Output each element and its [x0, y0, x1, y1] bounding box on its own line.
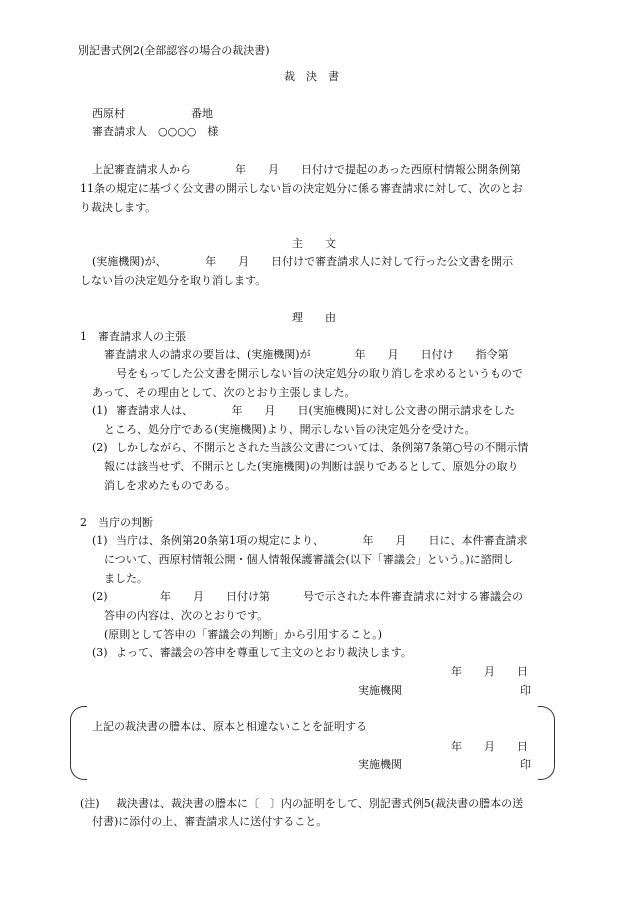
- section-2-item-2-number: (2): [92, 590, 108, 603]
- signature-date: 年 月 日: [451, 665, 528, 678]
- addressee-name: 審査請求人 ○○○○ 様: [92, 125, 219, 138]
- signature-agency: 実施機関: [358, 684, 402, 697]
- document-title: 裁 決 書: [284, 70, 339, 83]
- section-1-heading: 1 審査請求人の主張: [80, 330, 186, 343]
- note-label: (注): [80, 797, 100, 810]
- section-2-item-1-line-3: ました。: [104, 572, 148, 585]
- section-1-item-1-line-1: 審査請求人は、 年 月 日(実施機関)に対し公文書の開示請求をした: [116, 404, 516, 417]
- section-1-item-1-number: (1): [92, 404, 108, 417]
- section-1-item-2-line-2: 報には該当せず、不開示とした(実施機関)の判断は誤りであるとして、原処分の取り: [104, 460, 519, 473]
- certification-bracket-right: [538, 706, 555, 780]
- section-2-item-3-line-1: よって、審議会の答申を尊重して主文のとおり裁決します。: [116, 646, 412, 659]
- signature-seal: 印: [520, 684, 531, 697]
- addressee-address: 西原村 番地: [92, 107, 213, 120]
- certification-agency: 実施機関: [358, 758, 402, 771]
- certification-date: 年 月 日: [451, 740, 528, 753]
- section-1-item-2-line-3: 消しを求めたものである。: [104, 479, 236, 492]
- section-2-item-2-line-1: 年 月 日付け第 号で示された本件審査請求に対する審議会の: [116, 590, 523, 603]
- form-title: 別記書式例2(全部認容の場合の裁決書): [78, 44, 270, 57]
- section-2-heading: 2 当庁の判断: [80, 516, 153, 529]
- section-1-para-line-2: 号をもってした公文書を開示しない旨の決定処分の取り消しを求めるというもので: [116, 367, 523, 380]
- section-1-para-line-1: 審査請求人の請求の要旨は、(実施機関)が 年 月 日付け 指令第: [104, 348, 509, 361]
- section-1-item-1-line-2: ところ、処分庁である(実施機関)より、開示しない旨の決定処分を受けた。: [104, 423, 476, 436]
- intro-line-3: り裁決します。: [80, 201, 157, 214]
- section-2-item-1-line-1: 当庁は、条例第20条第1項の規定により、 年 月 日に、本件審査請求: [116, 534, 528, 547]
- section-2-item-3-number: (3): [92, 646, 108, 659]
- certification-text: 上記の裁決書の謄本は、原本と相違ないことを証明する: [92, 720, 367, 733]
- section-2-item-1-line-2: について、西原村情報公開・個人情報保護審議会(以下「審議会」という。)に諮問し: [104, 553, 514, 566]
- note-line-1: 裁決書は、裁決書の謄本に〔 〕内の証明をして、別記書式例5(裁決書の謄本の送: [116, 797, 524, 810]
- certification-bracket-left: [70, 706, 87, 780]
- section-2-item-1-number: (1): [92, 534, 108, 547]
- certification-seal: 印: [520, 758, 531, 771]
- section-2-item-2-line-3: (原則として答申の「審議会の判断」から引用すること。): [104, 628, 383, 641]
- main-heading: 主 文: [292, 237, 336, 250]
- section-2-item-2-line-2: 答申の内容は、次のとおりです。: [104, 609, 269, 622]
- section-1-item-2-line-1: しかしながら、不開示とされた当該公文書については、条例第7条第○号の不開示情: [116, 441, 529, 454]
- note-line-2: 付書)に添付の上、審査請求人に送付すること。: [92, 815, 328, 828]
- main-line-1: (実施機関)が、 年 月 日付けで審査請求人に対して行った公文書を開示: [92, 255, 514, 268]
- section-1-para-line-3: あって、その理由として、次のとおり主張しました。: [92, 386, 356, 399]
- intro-line-1: 上記審査請求人から 年 月 日付けで提起のあった西原村情報公開条例第: [92, 163, 521, 176]
- reasons-heading: 理 由: [292, 311, 336, 324]
- intro-line-2: 11条の規定に基づく公文書の開示しない旨の決定処分に係る審査請求に対して、次のとお: [80, 182, 523, 195]
- section-1-item-2-number: (2): [92, 441, 108, 454]
- main-line-2: しない旨の決定処分を取り消します。: [80, 274, 267, 287]
